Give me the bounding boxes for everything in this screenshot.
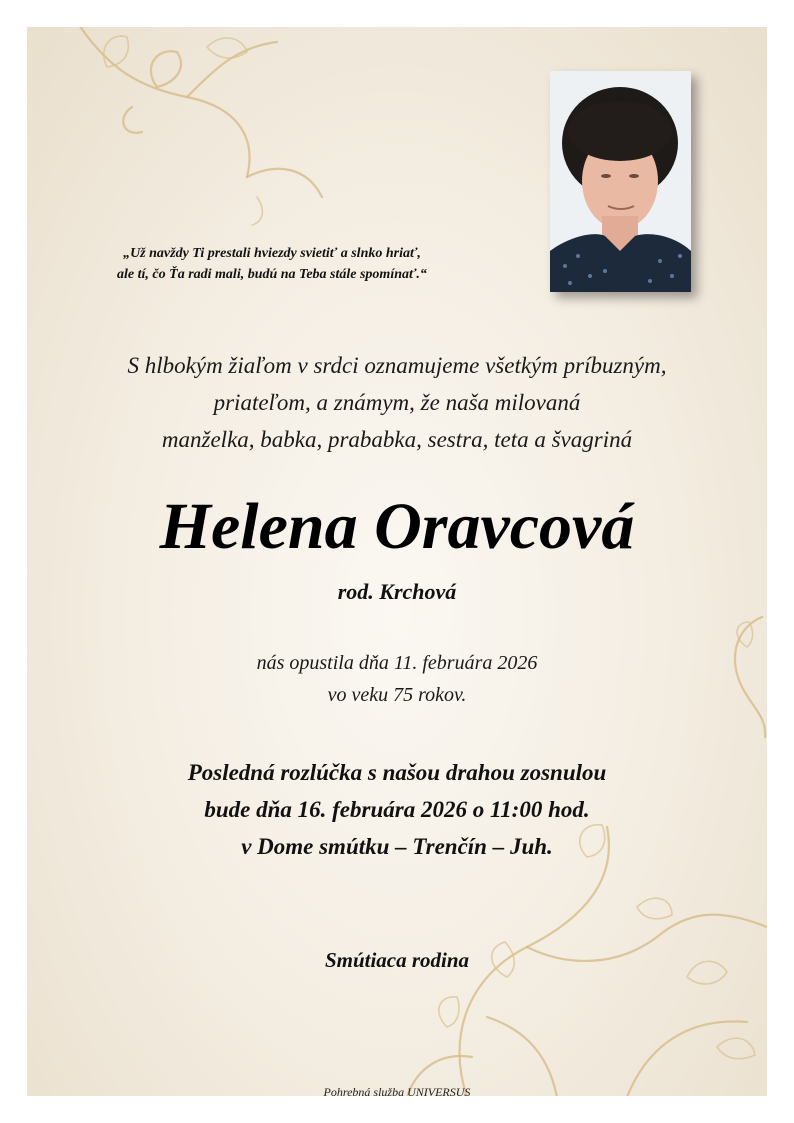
funeral-service-footer: Pohrebná služba UNIVERSUS [323, 1085, 471, 1096]
funeral-info [27, 754, 767, 865]
deceased-name: Helena Oravcová [159, 490, 635, 563]
funeral-line-2: bude dňa 16. februára 2026 o 11:00 hod. [204, 797, 590, 822]
quote-line-1: „Už navždy Ti prestali hviezdy svietiť a slnko hriať, [123, 246, 421, 261]
quote-line-2: ale tí, čo Ťa radi mali, budú na Teba stále spomínať.“ [117, 267, 427, 282]
intro-line-2: priateľom, a známym, že naša milovaná [213, 390, 581, 415]
obituary-card [27, 27, 767, 1096]
maiden-name: rod. Krchová [337, 579, 457, 604]
intro-line-3: manželka, babka, prababka, sestra, teta a švagriná [161, 427, 633, 452]
death-date-line: nás opustila dňa 11. februára 2026 [256, 652, 538, 674]
portrait-image [550, 71, 691, 292]
funeral-line-3: v Dome smútku – Trenčín – Juh. [241, 834, 553, 859]
age-line: vo veku 75 rokov. [327, 684, 467, 706]
intro-line-1: S hlbokým žiaľom v srdci oznamujeme všetkým príbuzným, [127, 353, 667, 378]
floral-ornament-top-left [47, 27, 347, 227]
funeral-line-1: Posledná rozlúčka s našou drahou zosnulou [187, 760, 607, 785]
death-info [27, 647, 767, 711]
portrait-photo [550, 71, 691, 292]
mourning-family: Smútiaca rodina [324, 948, 470, 972]
memorial-quote [57, 243, 487, 285]
announcement-intro [27, 347, 767, 458]
